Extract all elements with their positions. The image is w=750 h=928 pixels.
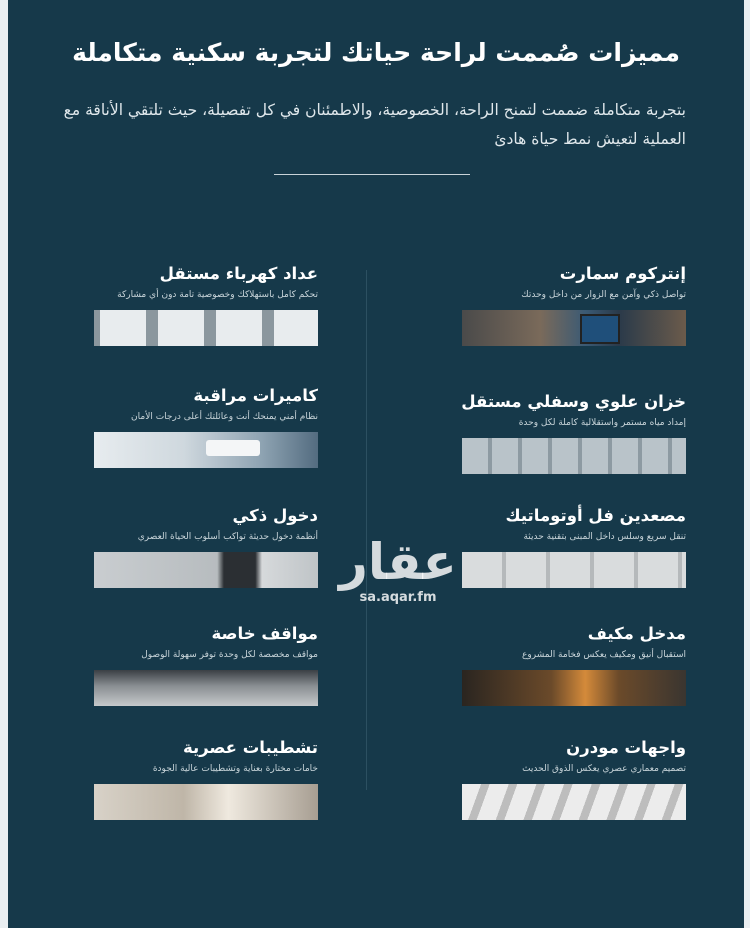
elevator-photo: [462, 552, 686, 588]
interior-finishes-photo: [94, 784, 318, 820]
feature-description: إمداد مياه مستمر واستقلالية كاملة لكل وحدة: [518, 418, 686, 428]
feature-description: تصميم معماري عصري يعكس الذوق الحديث: [522, 764, 686, 774]
parking-photo: [94, 670, 318, 706]
column-divider: [366, 270, 367, 790]
feature-title: مصعدين فل أوتوماتيك: [505, 506, 686, 525]
electric-meters-photo: [94, 310, 318, 346]
watermark: [338, 534, 458, 605]
feature-description: استقبال أنيق ومكيف يعكس فخامة المشروع: [522, 650, 686, 660]
feature-title: عداد كهرباء مستقل: [159, 264, 318, 283]
poster: [8, 0, 744, 928]
watermark-logo: عقار: [339, 533, 457, 591]
intro-text: بتجربة متكاملة ضممت لتمنح الراحة، الخصوصية، والاطمئنان في كل تفصيلة، حيث تلتقي الأناقة مع العملية لتعيش نمط حياة هادئ: [63, 101, 686, 148]
smart-lock-photo: [94, 552, 318, 588]
feature-water-tanks: [462, 392, 686, 504]
feature-description: نظام أمني يمنحك أنت وعائلتك أعلى درجات الأمان: [131, 412, 318, 422]
feature-title: تشطيبات عصرية: [182, 738, 318, 757]
feature-electric-meter: [94, 264, 318, 376]
watermark-url: sa.aqar.fm: [359, 590, 437, 605]
feature-description: تنقل سريع وسلس داخل المبنى بتقنية حديثة: [523, 532, 686, 542]
feature-title: مواقف خاصة: [211, 624, 318, 643]
page-title: مميزات صُممت لراحة حياتك لتجربة سكنية متكاملة: [72, 38, 680, 67]
feature-description: تحكم كامل باستهلاكك وخصوصية تامة دون أي مشاركة: [117, 290, 318, 300]
feature-title: إنتركوم سمارت: [559, 264, 686, 283]
water-tanks-photo: [462, 438, 686, 474]
feature-title: كاميرات مراقبة: [193, 386, 318, 405]
feature-description: أنظمة دخول حديثة تواكب أسلوب الحياة العصري: [137, 532, 318, 542]
feature-title: خزان علوي وسفلي مستقل: [461, 392, 686, 411]
feature-modern-finishes: [94, 738, 318, 850]
feature-description: خامات مختارة بعناية وتشطيبات عالية الجودة: [152, 764, 318, 774]
intercom-screen-icon: [580, 314, 620, 344]
feature-modern-facades: [462, 738, 686, 850]
feature-smart-entry: [94, 506, 318, 618]
entrance-photo: [462, 670, 686, 706]
feature-description: مواقف مخصصة لكل وحدة توفر سهولة الوصول: [141, 650, 318, 660]
camera-icon: [206, 440, 260, 456]
feature-title: واجهات مودرن: [566, 738, 686, 757]
divider-line: [274, 174, 470, 175]
feature-air-conditioned-entrance: [462, 624, 686, 736]
feature-smart-intercom: [462, 264, 686, 376]
feature-title: دخول ذكي: [232, 506, 318, 525]
facade-photo: [462, 784, 686, 820]
feature-description: تواصل ذكي وآمن مع الزوار من داخل وحدتك: [521, 290, 686, 300]
feature-private-parking: [94, 624, 318, 736]
feature-elevators: [462, 506, 686, 618]
intercom-photo: [462, 310, 686, 346]
feature-security-cameras: [94, 386, 318, 498]
feature-title: مدخل مكيف: [587, 624, 686, 643]
security-camera-photo: [94, 432, 318, 468]
